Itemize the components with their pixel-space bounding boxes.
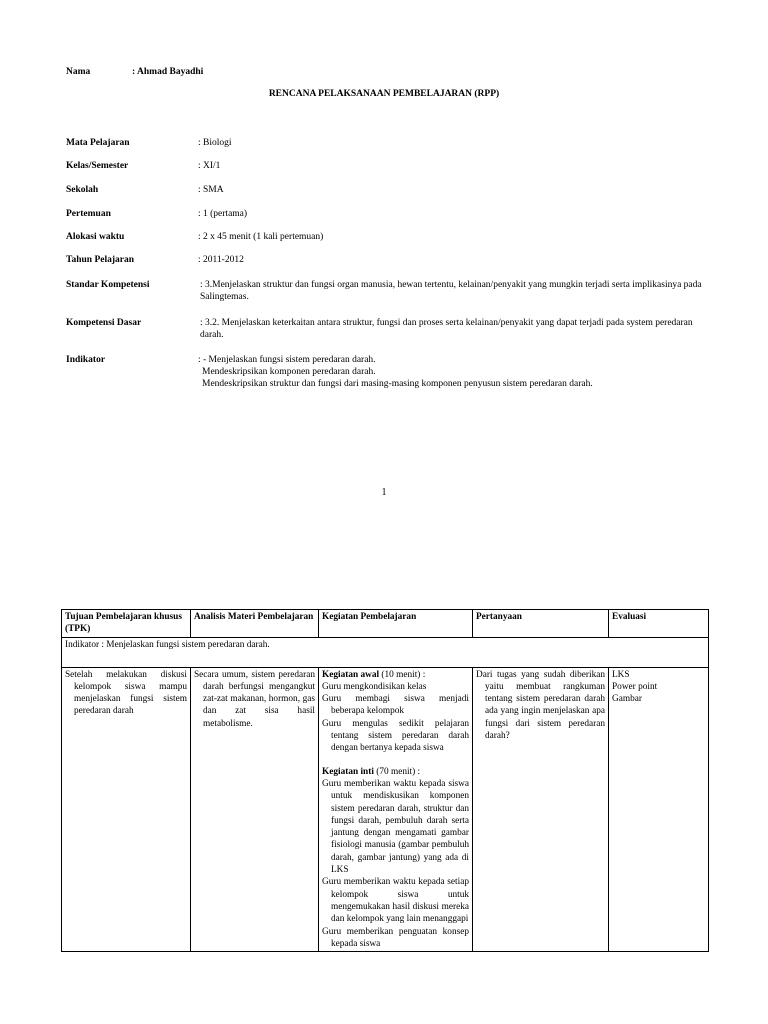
cell-pertanyaan bbox=[473, 667, 609, 952]
kegiatan-inti-item: Guru memberikan waktu kepada setiap kelompok siswa untuk mengemukakan hasil diskusi mereka dan kelompok yang lain menanggapi bbox=[322, 877, 469, 925]
kegiatan-awal-item: Guru mengulas sedikit pelajaran tentang sistem peredaran darah dengan bertanya kepada siswa bbox=[322, 718, 469, 754]
evaluasi-item: Gambar bbox=[612, 694, 642, 705]
cell-evaluasi bbox=[609, 667, 709, 952]
field-label-kelas: Kelas/Semester bbox=[66, 161, 129, 171]
field-value-standar-kompetensi: : 3.Menjelaskan struktur dan fungsi organ manusia, hewan tertentu, kelainan/penyakit yang mungkin terjadi serta implikasinya pada Salingtemas. bbox=[200, 280, 702, 302]
field-label-tahun-pelajaran: Tahun Pelajaran bbox=[66, 255, 135, 265]
field-value-kelas: : XI/1 bbox=[198, 161, 221, 171]
kegiatan-awal-item: Guru mengkondisikan kelas bbox=[322, 681, 427, 692]
header-kegiatan: Kegiatan Pembelajaran bbox=[319, 610, 473, 638]
page-number: 1 bbox=[381, 487, 387, 498]
pertanyaan-text: Dari tugas yang sudah diberikan yaitu membuat rangkuman tentang sistem peredaran darah ada yang ingin menjelaskan apa fungsi dari sistem peredaran darah? bbox=[476, 669, 605, 742]
header-analisis: Analisis Materi Pembelajaran bbox=[191, 610, 319, 638]
kegiatan-awal-title: Kegiatan awal bbox=[322, 669, 380, 680]
indikator-line: Mendeskripsikan komponen peredaran darah. bbox=[202, 367, 376, 377]
kegiatan-awal-heading bbox=[322, 669, 469, 681]
kegiatan-inti-heading bbox=[322, 766, 469, 778]
field-label-standar-kompetensi: Standar Kompetensi bbox=[66, 280, 150, 290]
cell-analisis bbox=[191, 667, 319, 952]
kegiatan-inti-time: (70 menit) : bbox=[373, 766, 421, 777]
field-value-alokasi-waktu: : 2 x 45 menit (1 kali pertemuan) bbox=[198, 232, 324, 242]
cell-kegiatan bbox=[319, 667, 473, 952]
field-value-tahun-pelajaran: : 2011-2012 bbox=[198, 255, 244, 265]
evaluasi-item: Power point bbox=[612, 681, 658, 692]
field-label-mata-pelajaran: Mata Pelajaran bbox=[66, 138, 130, 148]
kegiatan-inti-item: Guru memberikan waktu kepada siswa untuk mendiskusikan komponen sistem peredaran darah, struktur dan fungsi darah, pembuluh darah serta jantung dengan mengamati gambar fisiologi manusia (gambar pembuluh darah, gambar jantung) yang ada di LKS bbox=[322, 778, 469, 876]
rpp-table bbox=[61, 609, 709, 952]
field-label-pertemuan: Pertemuan bbox=[66, 209, 111, 219]
name-label: Nama bbox=[66, 67, 91, 77]
header-tpk: Tujuan Pembelajaran khusus (TPK) bbox=[62, 610, 191, 638]
kegiatan-awal-item: Guru membagi siswa menjadi beberapa kelompok bbox=[322, 694, 469, 717]
indikator-line: : - Menjelaskan fungsi sistem peredaran darah. bbox=[198, 355, 376, 365]
field-value-kompetensi-dasar: : 3.2. Menjelaskan keterkaitan antara struktur, fungsi dan proses serta kelainan/penyakit yang dapat terjadi pada system peredaran darah. bbox=[200, 318, 693, 340]
kegiatan-awal-time: (10 menit) : bbox=[379, 669, 426, 680]
field-value-sekolah: : SMA bbox=[198, 185, 224, 195]
evaluasi-item: LKS bbox=[612, 669, 630, 680]
indikator-line: Mendeskripsikan struktur dan fungsi dari masing-masing komponen penyusun sistem peredaran darah. bbox=[202, 379, 593, 389]
field-label-kompetensi-dasar: Kompetensi Dasar bbox=[66, 318, 142, 328]
table-row bbox=[62, 667, 709, 952]
field-value-pertemuan: : 1 (pertama) bbox=[198, 209, 248, 219]
analisis-text: Secara umum, sistem peredaran darah berfungsi mengangkut zat-zat makanan, hormon, gas dan zat sisa hasil metabolisme. bbox=[194, 669, 315, 729]
table-header-row bbox=[62, 610, 709, 638]
field-label-indikator: Indikator bbox=[66, 355, 106, 365]
name-value: : Ahmad Bayadhi bbox=[132, 67, 204, 77]
field-label-sekolah: Sekolah bbox=[66, 185, 99, 195]
field-value-mata-pelajaran: : Biologi bbox=[198, 138, 232, 148]
indikator-row bbox=[62, 637, 709, 667]
header-pertanyaan: Pertanyaan bbox=[473, 610, 609, 638]
field-value-indikator bbox=[198, 354, 708, 390]
header-evaluasi: Evaluasi bbox=[609, 610, 709, 638]
indikator-row-text: Indikator : Menjelaskan fungsi sistem peredaran darah. bbox=[62, 637, 709, 667]
tpk-text: Setelah melakukan diskusi kelompok siswa mampu menjelaskan fungsi sistem peredaran darah bbox=[65, 669, 187, 717]
document-title: RENCANA PELAKSANAAN PEMBELAJARAN (RPP) bbox=[268, 89, 500, 99]
kegiatan-inti-title: Kegiatan inti bbox=[322, 766, 374, 777]
field-label-alokasi-waktu: Alokasi waktu bbox=[66, 232, 125, 242]
kegiatan-inti-item: Guru memberikan penguatan konsep kepada siswa bbox=[322, 926, 469, 949]
cell-tpk bbox=[62, 667, 191, 952]
